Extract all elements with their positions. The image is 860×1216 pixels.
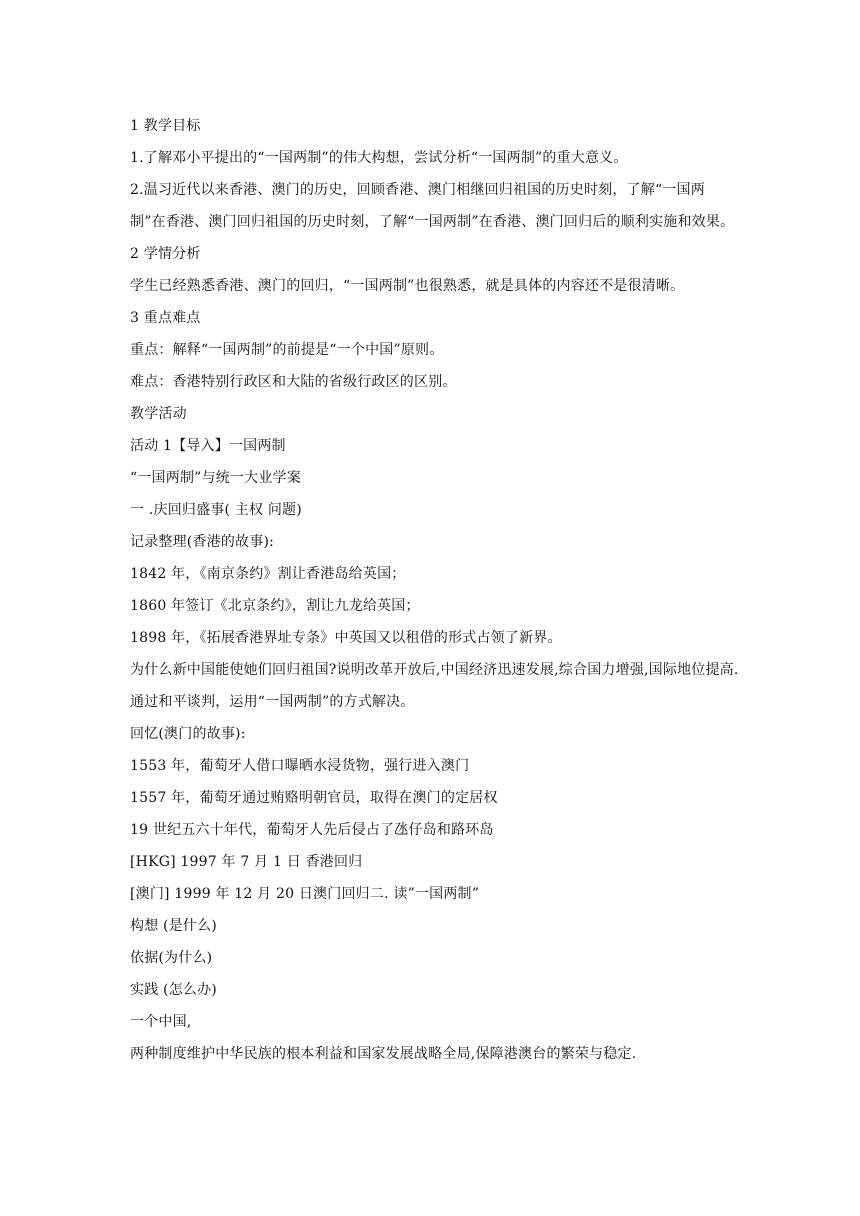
goal-item-1: 1.了解邓小平提出的“一国两制”的伟大构想，尝试分析“一国两制”的重大意义。 xyxy=(130,150,628,166)
basis-why: 依据(为什么) xyxy=(130,950,213,966)
key-point-text: 重点：解释“一国两制”的前提是“一个中国”原则。 xyxy=(130,342,444,358)
macau-return-date: [澳门] 1999 年 12 月 20 日澳门回归二. 读”一国两制” xyxy=(130,886,480,902)
timeline-1842: 1842 年，《南京条约》割让香港岛给英国； xyxy=(130,566,406,582)
one-china-text: 一个中国, xyxy=(130,1014,192,1030)
concept-what: 构想 (是什么) xyxy=(130,918,217,934)
heading-teaching-goals: 1 教学目标 xyxy=(130,118,201,134)
timeline-1553: 1553 年，葡萄牙人借口曝晒水浸货物，强行进入澳门 xyxy=(130,758,470,774)
practice-how: 实践 (怎么办) xyxy=(130,982,217,998)
goal-item-2: 2.温习近代以来香港、澳门的历史，回顾香港、澳门相继回归祖国的历史时刻，了解“一国两制”在香港、澳门回归祖国的历史时刻，了解“一国两制”在香港、澳门回归后的顺利实施和效果。2 学情分析 xyxy=(130,182,735,262)
student-analysis-text: 学生已经熟悉香港、澳门的回归，“一国两制”也很熟悉，就是具体的内容还不是很清晰。 xyxy=(130,278,685,294)
timeline-19th-century: 19 世纪五六十年代，葡萄牙人先后侵占了氹仔岛和路环岛 xyxy=(130,822,494,838)
heading-teaching-activities: 教学活动 xyxy=(130,406,187,422)
timeline-1898: 1898 年，《拓展香港界址专条》中英国又以租借的形式占领了新界。 xyxy=(130,630,562,646)
heading-key-difficulties: 3 重点难点 xyxy=(130,310,201,326)
activity-1-title: 活动 1【导入】一国两制 xyxy=(130,438,286,454)
macau-story-heading: 回忆(澳门的故事): xyxy=(130,726,246,742)
document-body xyxy=(130,110,740,1070)
difficulty-text: 难点：香港特别行政区和大陆的省级行政区的区别。 xyxy=(130,374,457,390)
return-reason-text: 为什么新中国能使她们回归祖国?说明改革开放后,中国经济迅速发展,综合国力增强,国际地位提高.通过和平谈判，运用“一国两制”的方式解决。 xyxy=(130,662,739,710)
worksheet-title: “一国两制”与统一大业学案 xyxy=(130,470,301,486)
hong-kong-story-heading: 记录整理(香港的故事): xyxy=(130,534,275,550)
timeline-1557: 1557 年，葡萄牙通过贿赂明朝官员，取得在澳门的定居权 xyxy=(130,790,498,806)
timeline-1860: 1860 年签订《北京条约》，割让九龙给英国； xyxy=(130,598,420,614)
hong-kong-return-date: [HKG] 1997 年 7 月 1 日 香港回归 xyxy=(130,854,363,870)
section-one-title: 一 .庆回归盛事( 主权 问题) xyxy=(130,502,302,518)
two-systems-text: 两种制度维护中华民族的根本利益和国家发展战略全局,保障港澳台的繁荣与稳定. xyxy=(130,1046,637,1062)
